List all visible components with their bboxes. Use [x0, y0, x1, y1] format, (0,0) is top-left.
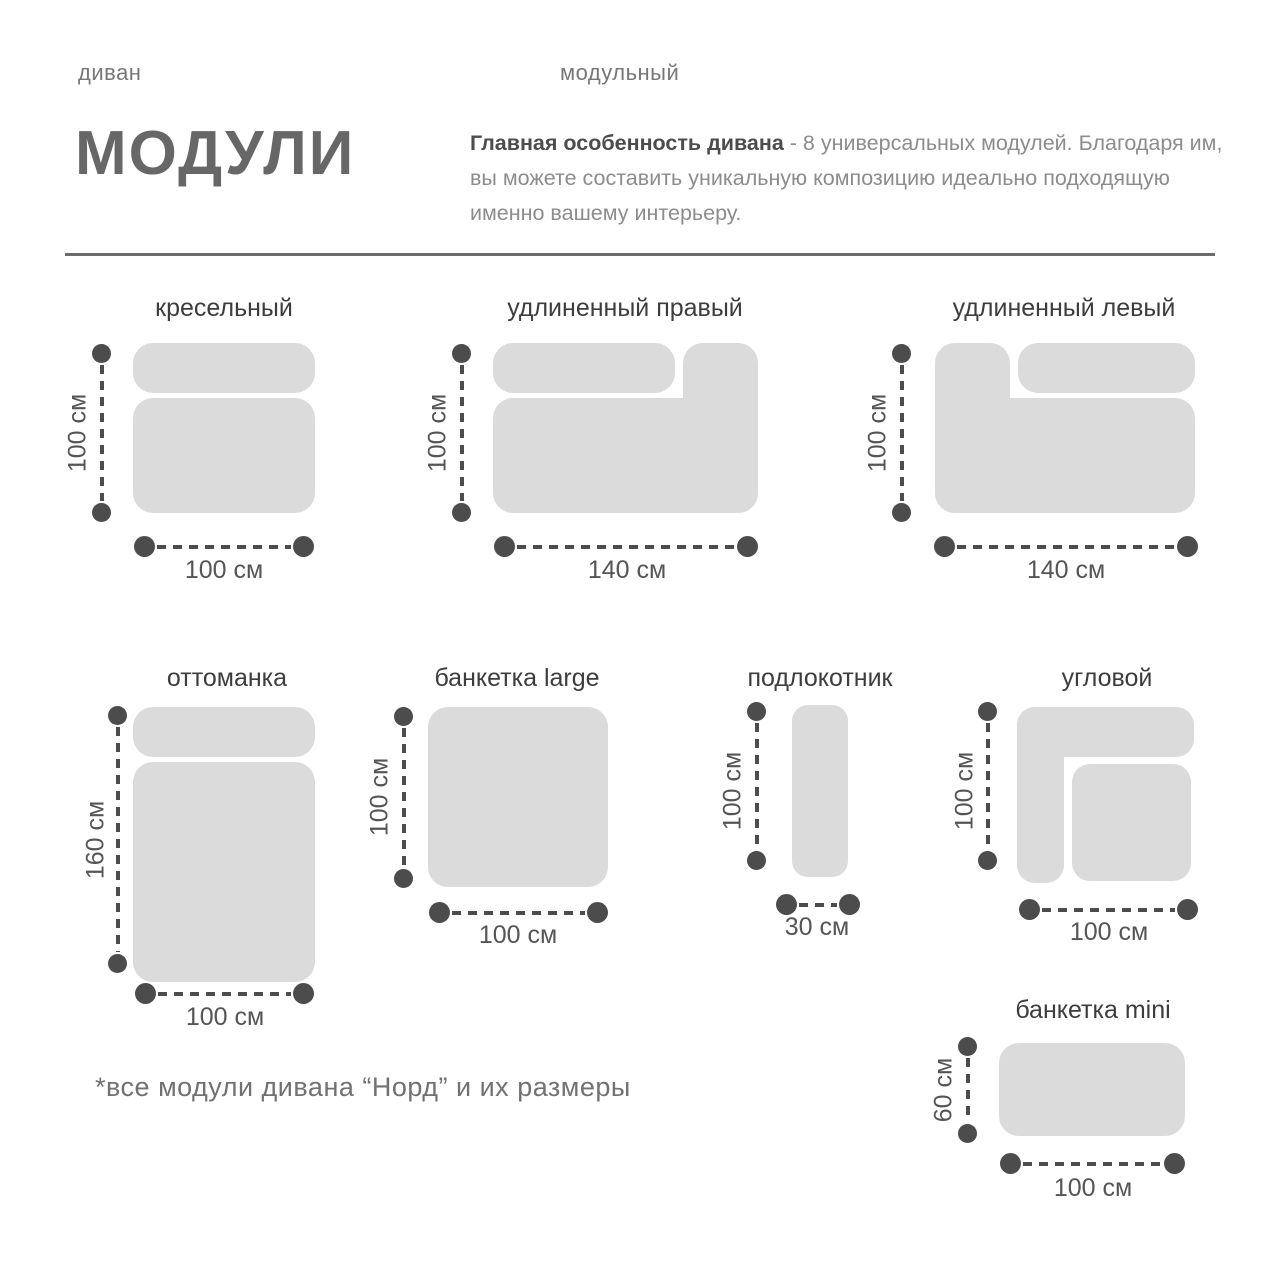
dimension-dashed-line [755, 723, 759, 849]
dimension-dot [429, 902, 450, 923]
dimension-dot [958, 1124, 977, 1143]
width-dimension [776, 894, 860, 915]
height-dimension [108, 706, 127, 973]
width-label: 100 см [478, 921, 558, 949]
height-label: 100 см [423, 393, 452, 473]
height-label: 100 см [63, 393, 92, 473]
header-label-modular: модульный [560, 60, 680, 85]
dimension-dot [978, 702, 997, 721]
width-label: 100 см [184, 556, 264, 584]
dimension-dot [452, 344, 471, 363]
dimension-dashed-line [957, 545, 1175, 549]
dimension-dot [737, 536, 758, 557]
dimension-dashed-line [1023, 1162, 1162, 1166]
page-title: МОДУЛИ [75, 119, 356, 188]
module-title: кресельный [155, 294, 293, 322]
dimension-dashed-line [799, 903, 837, 907]
description-body: 8 универсальных модулей. Благодаря им, вы можете составить уникальную композицию идеально подходящую именно вашему интерьеру. [470, 131, 1235, 225]
width-dimension [429, 902, 608, 923]
dimension-dot [934, 536, 955, 557]
width-dimension [134, 536, 314, 557]
dimension-dashed-line [1042, 908, 1175, 912]
seat-cushion [133, 398, 315, 513]
module-title: угловой [1061, 664, 1153, 692]
height-label: 100 см [365, 757, 394, 837]
footnote: *все модули дивана “Норд” и их размеры [95, 1072, 631, 1102]
dimension-dot [92, 344, 111, 363]
backrest-side-cushion [1017, 707, 1064, 883]
dimension-dot [1000, 1153, 1021, 1174]
seat-cushion [999, 1043, 1185, 1136]
dimension-dashed-line [452, 911, 585, 915]
backrest-cushion [133, 707, 315, 757]
module-title: подлокотник [747, 664, 893, 692]
dimension-dot [892, 503, 911, 522]
dimension-dot [776, 894, 797, 915]
dimension-dot [892, 344, 911, 363]
height-label: 160 см [81, 800, 110, 880]
dimension-dot [747, 851, 766, 870]
height-dimension [747, 702, 766, 870]
dimension-dashed-line [402, 728, 406, 867]
height-label: 100 см [950, 751, 979, 831]
armrest-cushion [792, 705, 848, 877]
description-separator: - [783, 131, 803, 155]
dimension-dot [452, 503, 471, 522]
dimension-dashed-line [460, 365, 464, 501]
dimension-dashed-line [158, 992, 291, 996]
dimension-dashed-line [966, 1058, 970, 1122]
module-title: банкетка mini [1015, 996, 1171, 1024]
height-label: 60 см [929, 1057, 958, 1123]
dimension-dot [135, 983, 156, 1004]
dimension-dot [494, 536, 515, 557]
module-title: оттоманка [166, 664, 288, 692]
dimension-dot [293, 983, 314, 1004]
height-label: 100 см [863, 393, 892, 473]
height-dimension [892, 344, 911, 522]
width-label: 30 см [784, 913, 850, 941]
backrest-cushion [493, 343, 675, 393]
height-dimension [394, 707, 413, 888]
dimension-dot [92, 503, 111, 522]
module-title: удлиненный левый [952, 294, 1176, 322]
height-dimension [958, 1037, 977, 1143]
seat-cushion [133, 762, 315, 982]
width-label: 100 см [185, 1003, 265, 1031]
width-label: 140 см [1026, 556, 1106, 584]
dimension-dot [978, 851, 997, 870]
height-dimension [452, 344, 471, 522]
dimension-dashed-line [517, 545, 735, 549]
module-title: банкетка large [434, 664, 600, 692]
header-label-sofa: диван [78, 60, 142, 85]
dimension-dashed-line [100, 365, 104, 501]
divider-line [65, 253, 1215, 256]
width-dimension [1019, 899, 1198, 920]
dimension-dot [1177, 899, 1198, 920]
backrest-cushion [1018, 343, 1195, 393]
module-title: удлиненный правый [507, 294, 743, 322]
dimension-dot [839, 894, 860, 915]
description-lead: Главная особенность дивана [470, 131, 784, 155]
width-label: 100 см [1053, 1174, 1133, 1202]
dimension-dot [293, 536, 314, 557]
width-dimension [1000, 1153, 1185, 1174]
dimension-dashed-line [116, 727, 120, 952]
height-dimension [92, 344, 111, 522]
dimension-dot [1177, 536, 1198, 557]
dimension-dot [747, 702, 766, 721]
dimension-dashed-line [986, 723, 990, 849]
description-text [470, 126, 1235, 231]
seat-cushion [1072, 764, 1191, 881]
dimension-dot [1019, 899, 1040, 920]
width-label: 140 см [587, 556, 667, 584]
dimension-dot [1164, 1153, 1185, 1174]
dimension-dot [134, 536, 155, 557]
height-dimension [978, 702, 997, 870]
seat-cushion [493, 398, 758, 513]
dimension-dashed-line [900, 365, 904, 501]
dimension-dashed-line [157, 545, 291, 549]
dimension-dot [108, 706, 127, 725]
width-dimension [934, 536, 1198, 557]
dimension-dot [958, 1037, 977, 1056]
dimension-dot [587, 902, 608, 923]
height-label: 100 см [718, 751, 747, 831]
seat-cushion [935, 398, 1195, 513]
seat-cushion [428, 707, 608, 887]
backrest-cushion [133, 343, 315, 393]
dimension-dot [394, 707, 413, 726]
width-dimension [135, 983, 314, 1004]
width-dimension [494, 536, 758, 557]
dimension-dot [108, 954, 127, 973]
width-label: 100 см [1069, 918, 1149, 946]
dimension-dot [394, 869, 413, 888]
